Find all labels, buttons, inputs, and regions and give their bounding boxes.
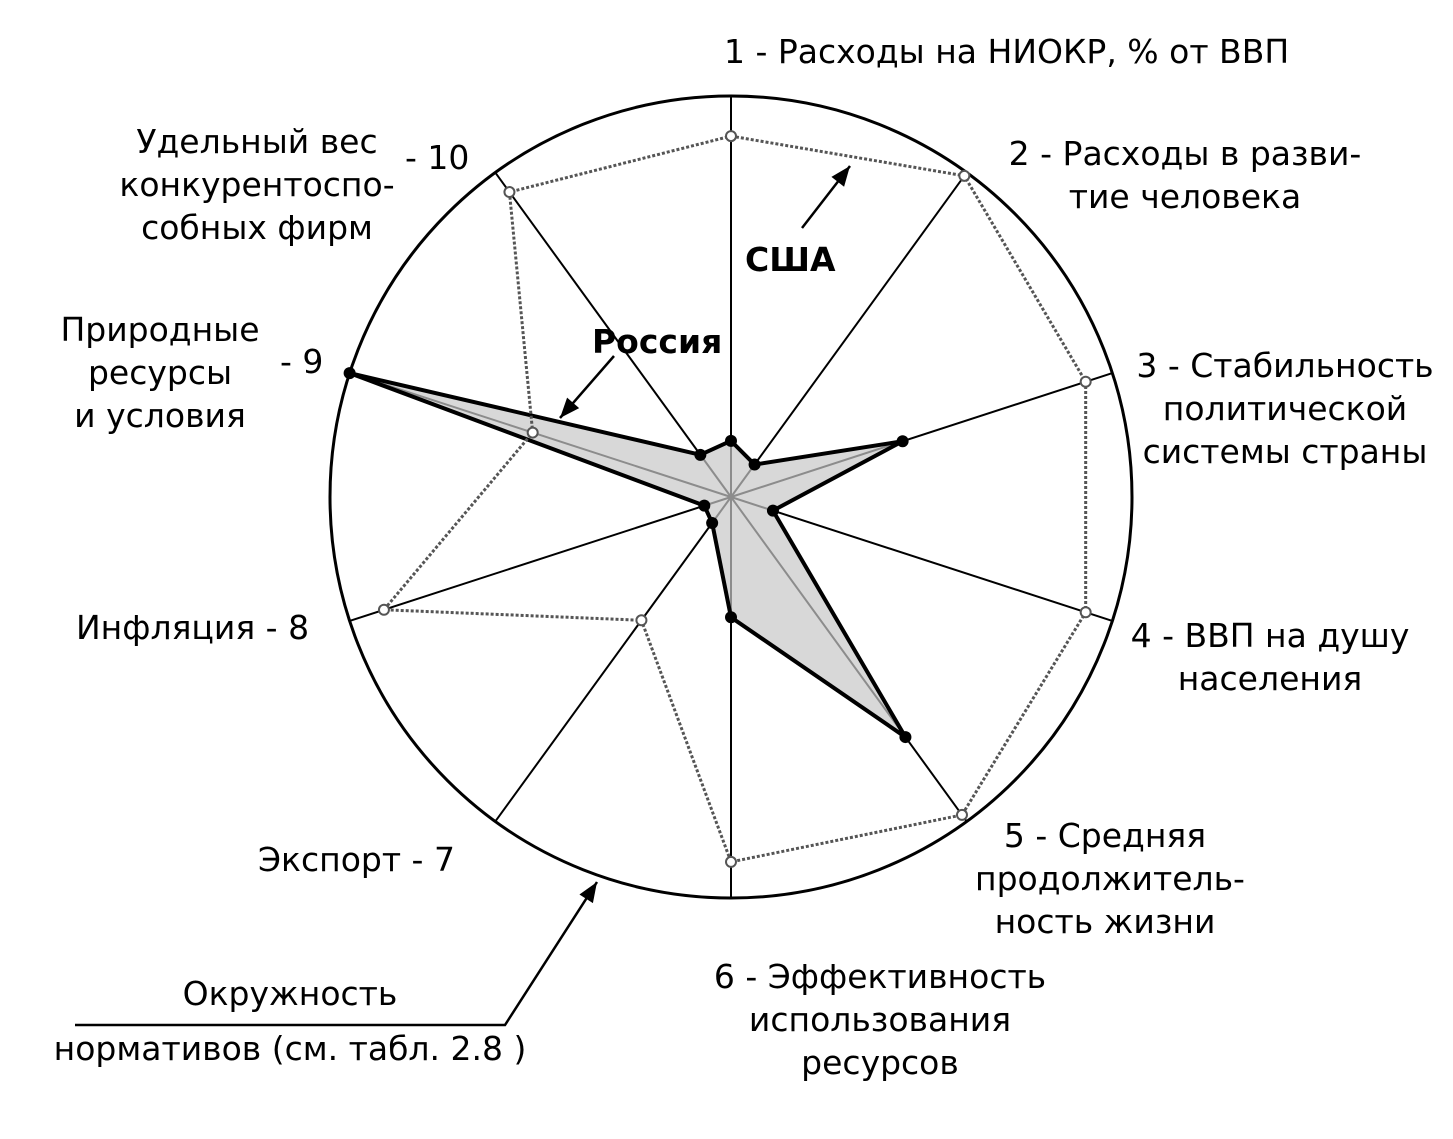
axis-spoke-8 [350,497,731,621]
usa-point-7 [636,615,646,625]
axis-label-3: 3 - Стабильность политической системы страны [1136,346,1434,471]
axis-label-10-number: - 10 [405,138,470,177]
axis-label-10: Удельный вес конкурентоспо- собных фирм [119,122,395,247]
norm-circle-pointer-head [579,882,597,903]
axis-spoke-7 [495,497,731,821]
russia-point-6 [725,611,737,623]
usa-point-3 [1081,377,1091,387]
usa-point-4 [1081,607,1091,617]
russia-point-4 [767,505,779,517]
russia-point-7 [706,517,718,529]
russia-point-9 [344,367,356,379]
russia-point-5 [899,731,911,743]
russia-arrow [560,356,614,418]
usa-point-9 [528,428,538,438]
axis-label-6: 6 - Эффективность использования ресурсов [713,957,1047,1082]
usa-point-5 [957,810,967,820]
axis-label-9-number: - 9 [280,342,324,381]
axis-label-1: 1 - Расходы на НИОКР, % от ВВП [724,32,1290,71]
usa-point-10 [504,187,514,197]
series-label-usa: США [745,240,836,279]
norm-circle-label: Окружность нормативов (см. табл. 2.8 ) [53,974,527,1068]
usa-arrow-head [831,166,850,187]
axis-label-4: 4 - ВВП на душу населения [1130,616,1410,698]
usa-point-1 [726,131,736,141]
axis-label-9: Природные ресурсы и условия [60,310,260,435]
usa-point-6 [726,857,736,867]
usa-arrow [802,166,850,228]
russia-point-3 [897,435,909,447]
axis-label-2: 2 - Расходы в разви- тие человека [1008,134,1362,216]
russia-point-10 [694,449,706,461]
axis-label-5: 5 - Средняя продолжитель- ность жизни [975,816,1245,941]
russia-point-2 [749,459,761,471]
series-russia-polygon [350,373,906,737]
axis-label-8: Инфляция - 8 [76,608,310,647]
axis-label-7: Экспорт - 7 [258,840,455,879]
series-label-russia: Россия [592,322,723,361]
usa-point-2 [959,171,969,181]
russia-point-8 [698,500,710,512]
usa-point-8 [379,605,389,615]
russia-point-1 [725,435,737,447]
